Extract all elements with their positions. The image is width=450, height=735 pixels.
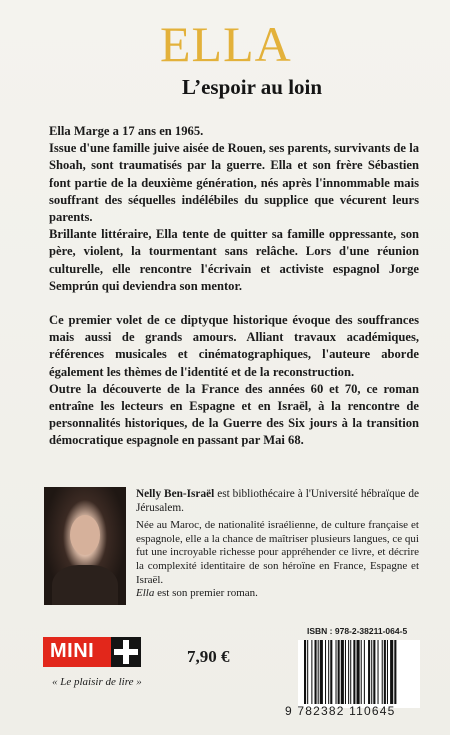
cross-icon (111, 637, 141, 667)
author-bio (136, 488, 419, 601)
isbn: ISBN : 978-2-38211-064-5 (307, 626, 408, 636)
publisher-logo (43, 637, 141, 667)
synopsis-paragraph: Outre la découverte de la France des années 60 et 70, ce roman entraîne les lecteurs en Espagne et en Israël, à la rencontre de personnalités historiques, de la Guerre des Six jours à la transition démocratique espagnole en passant par Mai 68. (49, 381, 419, 448)
synopsis-paragraph: Brillante littéraire, Ella tente de quitter sa famille oppressante, son père, violent, la tourmentant sans relâche. Lors d'une réunion culturelle, elle rencontre l'écrivain et activiste espagnol Jorge Semprún qui deviendra son mentor. (49, 227, 419, 293)
barcode (298, 640, 420, 708)
synopsis-paragraph: Issue d'une famille juive aisée de Rouen, ses parents, survivants de la Shoah, sont traumatisés par la guerre. Ella et son frère Sébastien font partie de la deuxième génération, nés après l'innommable mais souffrant des séquelles indélébiles du supplice que vécurent leurs parents. (49, 141, 419, 225)
book-title: ELLA (160, 16, 292, 72)
synopsis-paragraph: Ce premier volet de ce diptyque historique évoque des souffrances mais aussi de grands amours. Alliant travaux académiques, références musicales et cinématographiques, l'auteure aborde également les thèmes de l'identité et de la reconstruction. (49, 313, 419, 379)
publisher-tagline: « Le plaisir de lire » (52, 676, 142, 688)
author-bio-closing (136, 587, 419, 601)
synopsis (49, 123, 419, 450)
author-photo (44, 487, 126, 605)
barcode-bars (304, 640, 414, 706)
barcode-digits: 9 782382 110645 (285, 704, 396, 718)
author-name: Nelly Ben-Israël (136, 488, 215, 500)
author-intro-text: est bibliothécaire à l'Université hébraïque de Jérusalem. (136, 488, 420, 514)
synopsis-paragraph: Ella Marge a 17 ans en 1965. (49, 124, 204, 138)
publisher-logo-text: MINI (50, 640, 95, 662)
price: 7,90 € (187, 647, 230, 666)
book-title-italic: Ella (136, 587, 155, 600)
author-intro (136, 488, 419, 515)
author-bio-text: Née au Maroc, de nationalité israélienne, de culture française et espagnole, elle a la chance de maîtriser plusieurs langues, ce qui fut une incroyable richesse pour appréhender ce livre, et décrire la complexité identitaire de son héroïne en France, Espagne et Israël. (136, 519, 419, 586)
author-bio-closing-text: est son premier roman. (154, 587, 258, 600)
book-subtitle: L’espoir au loin (182, 75, 323, 99)
